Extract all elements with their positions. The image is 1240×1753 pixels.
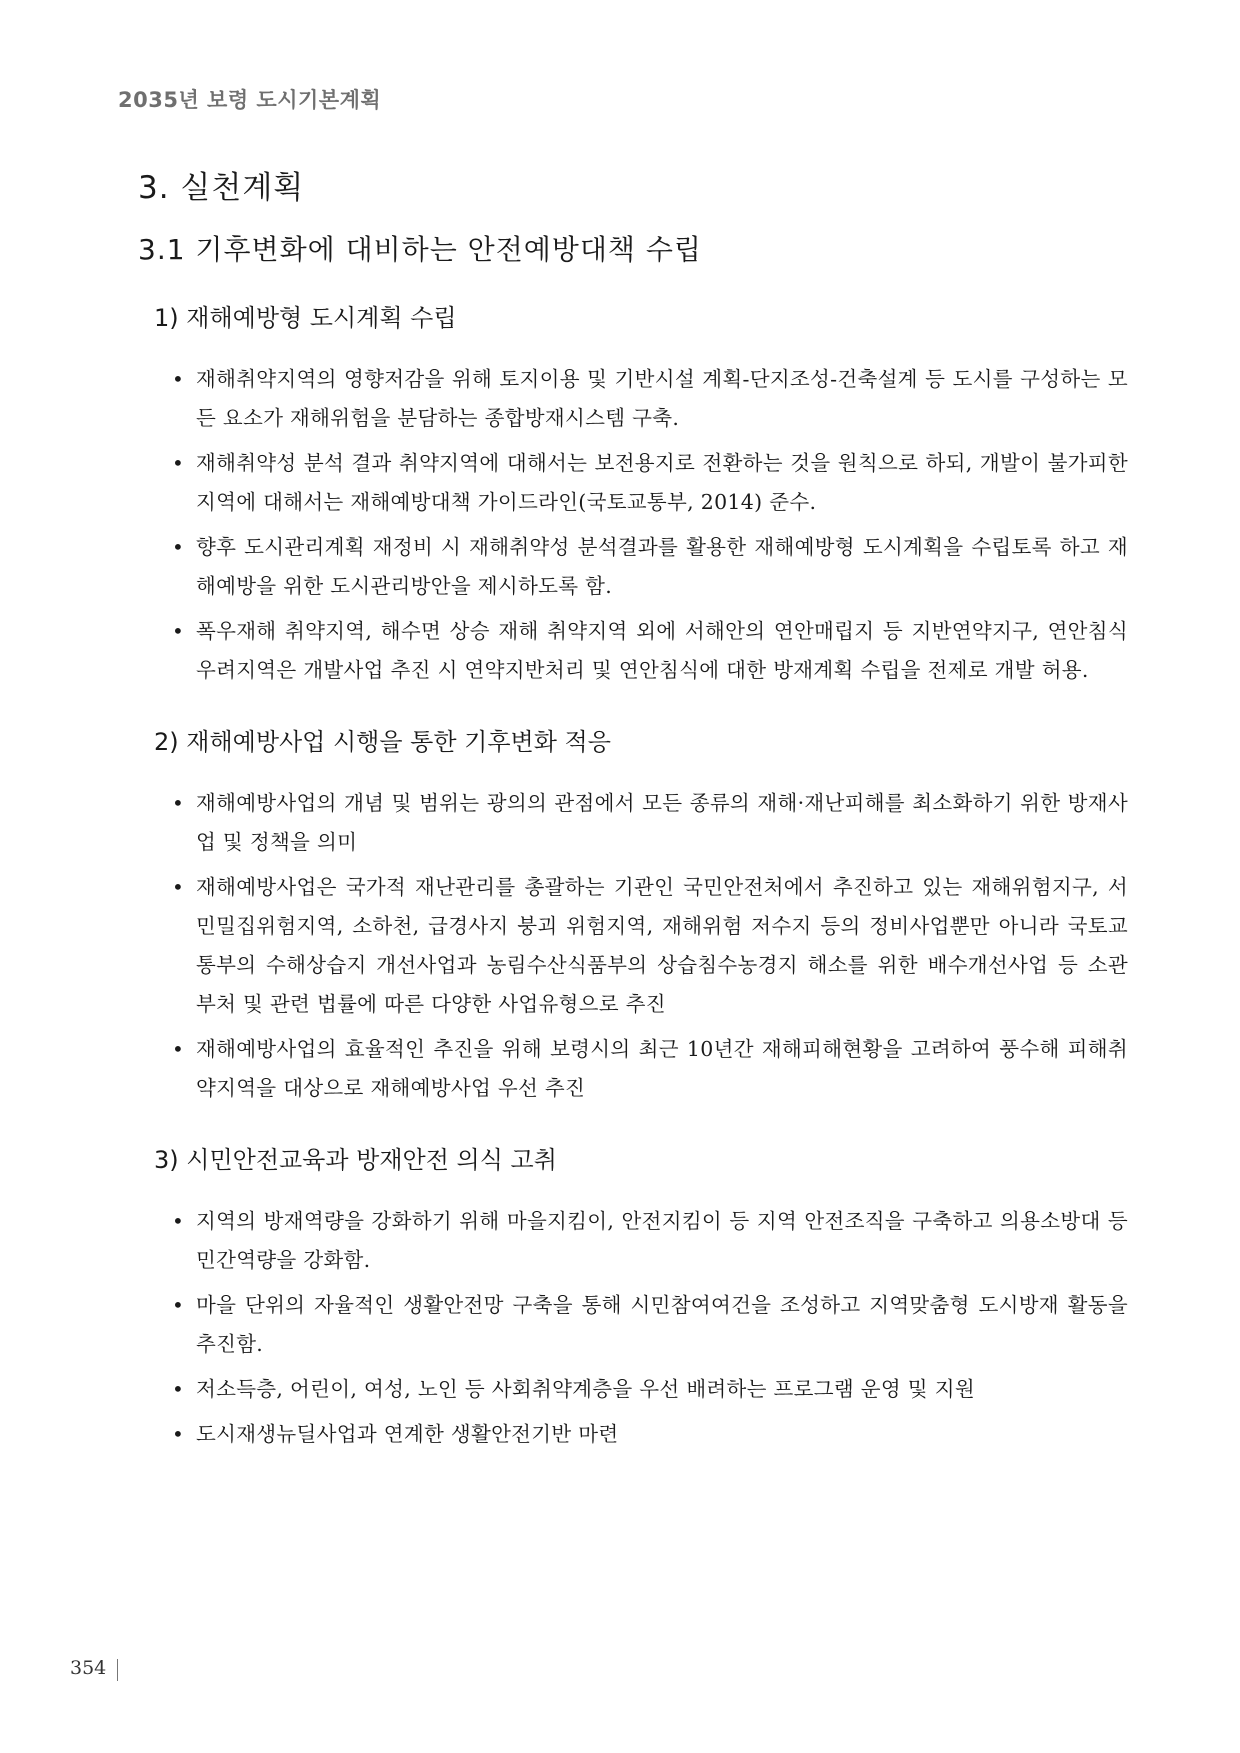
list-item — [138, 444, 1128, 522]
bullet-icon: • — [172, 875, 185, 899]
list-item-text: 마을 단위의 자율적인 생활안전망 구축을 통해 시민참여여건을 조성하고 지역맞춤형 도시방재 활동을 추진함. — [196, 1293, 1128, 1356]
bullet-icon: • — [172, 1293, 185, 1317]
list-item — [138, 360, 1128, 438]
bullet-icon: • — [172, 535, 185, 559]
bullet-icon: • — [172, 1209, 185, 1233]
bullet-icon: • — [172, 1037, 185, 1061]
list-item-text: 재해예방사업의 개념 및 범위는 광의의 관점에서 모든 종류의 재해·재난피해를 최소화하기 위한 방재사업 및 정책을 의미 — [196, 791, 1128, 854]
list-item — [138, 1030, 1128, 1108]
list-item — [138, 1202, 1128, 1280]
subsection-title: 3) 시민안전교육과 방재안전 의식 고취 — [154, 1146, 557, 1174]
bullet-icon: • — [172, 1422, 185, 1446]
list-item — [138, 1370, 1128, 1409]
list-item — [138, 1286, 1128, 1364]
subsection-title: 1) 재해예방형 도시계획 수립 — [154, 304, 457, 332]
list-item-text: 재해취약성 분석 결과 취약지역에 대해서는 보전용지로 전환하는 것을 원칙으로 하되, 개발이 불가피한 지역에 대해서는 재해예방대책 가이드라인(국토교통부, 2014) 준수. — [196, 451, 1128, 514]
bullet-icon: • — [172, 619, 185, 643]
bullet-icon: • — [172, 1377, 185, 1401]
list-item-text: 재해취약지역의 영향저감을 위해 토지이용 및 기반시설 계획-단지조성-건축설계 등 도시를 구성하는 모든 요소가 재해위험을 분담하는 종합방재시스템 구축. — [196, 367, 1128, 430]
page-content — [138, 168, 1128, 1488]
subsection-3 — [138, 1142, 1128, 1454]
page-number-divider — [117, 1659, 118, 1681]
section-title: 3.1 기후변화에 대비하는 안전예방대책 수립 — [138, 233, 702, 266]
page-number: 354 — [70, 1657, 107, 1679]
list-item — [138, 528, 1128, 606]
bullet-list — [138, 360, 1128, 690]
list-item — [138, 1415, 1128, 1454]
list-item-text: 도시재생뉴딜사업과 연계한 생활안전기반 마련 — [196, 1422, 619, 1446]
list-item-text: 향후 도시관리계획 재정비 시 재해취약성 분석결과를 활용한 재해예방형 도시계획을 수립토록 하고 재해예방을 위한 도시관리방안을 제시하도록 함. — [196, 535, 1128, 598]
list-item — [138, 612, 1128, 690]
chapter-title: 3. 실천계획 — [138, 170, 305, 206]
subsection-2 — [138, 724, 1128, 1108]
list-item-text: 저소득층, 어린이, 여성, 노인 등 사회취약계층을 우선 배려하는 프로그램 운영 및 지원 — [196, 1377, 975, 1401]
list-item-text: 재해예방사업은 국가적 재난관리를 총괄하는 기관인 국민안전처에서 추진하고 있는 재해위험지구, 서민밀집위험지역, 소하천, 급경사지 붕괴 위험지역, 재해위험 저수지 등의 정비사업뿐만 아니라 국토교통부의 수해상습지 개선사업과 농림수산식품부의 상습침수농경지 해소를 위한 배수개선사업 등 소관 부처 및 관련 법률에 따른 다양한 사업유형으로 추진 — [196, 875, 1128, 1016]
list-item-text: 지역의 방재역량을 강화하기 위해 마을지킴이, 안전지킴이 등 지역 안전조직을 구축하고 의용소방대 등 민간역량을 강화함. — [196, 1209, 1128, 1272]
list-item-text: 재해예방사업의 효율적인 추진을 위해 보령시의 최근 10년간 재해피해현황을 고려하여 풍수해 피해취약지역을 대상으로 재해예방사업 우선 추진 — [196, 1037, 1128, 1100]
bullet-list — [138, 1202, 1128, 1454]
running-header: 2035년 보령 도시기본계획 — [118, 88, 382, 112]
list-item — [138, 784, 1128, 862]
list-item — [138, 868, 1128, 1024]
bullet-icon: • — [172, 791, 185, 815]
subsection-title: 2) 재해예방사업 시행을 통한 기후변화 적응 — [154, 728, 611, 756]
bullet-list — [138, 784, 1128, 1108]
subsection-1 — [138, 300, 1128, 690]
bullet-icon: • — [172, 367, 185, 391]
bullet-icon: • — [172, 451, 185, 475]
list-item-text: 폭우재해 취약지역, 해수면 상승 재해 취약지역 외에 서해안의 연안매립지 등 지반연약지구, 연안침식 우려지역은 개발사업 추진 시 연약지반처리 및 연안침식에 대한 방재계획 수립을 전제로 개발 허용. — [196, 619, 1128, 682]
